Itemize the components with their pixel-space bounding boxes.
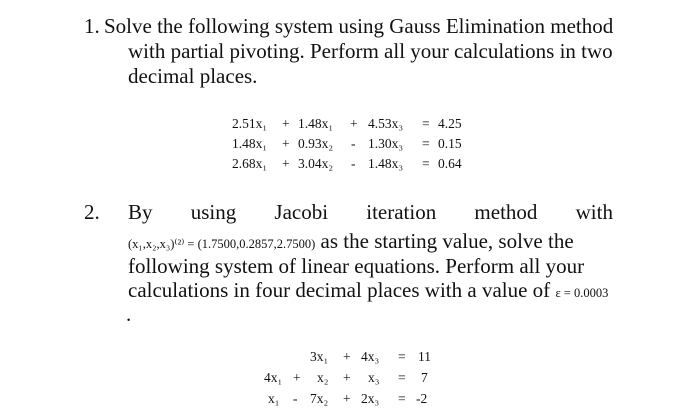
term: 1.48x₃: [368, 156, 404, 171]
operator: +: [282, 156, 290, 171]
term: 2.51x₁: [232, 116, 268, 131]
constant: 11: [418, 349, 431, 364]
operator: -: [351, 136, 356, 151]
operator: +: [282, 136, 290, 151]
operator: +: [282, 116, 290, 131]
operator: =: [398, 370, 406, 385]
word: with: [575, 200, 613, 224]
operator: =: [422, 156, 430, 171]
term: x₃: [368, 370, 380, 385]
word: Jacobi: [274, 200, 329, 224]
problem-2-line-2: [128, 229, 574, 256]
operator: =: [398, 349, 406, 364]
problem-2-number: 2.: [84, 200, 100, 224]
problem-2-line-1: [128, 200, 613, 224]
term: x₁: [268, 391, 280, 406]
word: By: [128, 200, 153, 224]
term: 1.48x₁: [232, 136, 268, 151]
operator: +: [343, 391, 351, 406]
problem-2-line-4: [128, 278, 608, 305]
problem-1-number: 1.: [84, 14, 100, 38]
term: 4.53x₃: [368, 116, 404, 131]
term: 2.68x₁: [232, 156, 268, 171]
word: iteration: [366, 200, 437, 224]
epsilon-value: ε = 0.0003: [555, 286, 609, 300]
term: 0.93x₂: [298, 136, 334, 151]
word: method: [474, 200, 538, 224]
problem-2-dot: .: [126, 302, 132, 326]
term: x₂: [317, 370, 329, 385]
term: 4x₁: [264, 370, 283, 385]
constant: 0.15: [438, 136, 462, 151]
constant: -2: [416, 391, 428, 406]
problem-2-line-3: following system of linear equations. Perform all your: [128, 254, 585, 278]
problem-1-line-2: with partial pivoting. Perform all your calculations in two: [128, 39, 613, 63]
constant: 4.25: [438, 116, 462, 131]
operator: =: [422, 136, 430, 151]
operator: +: [343, 370, 351, 385]
initial-vector: (x₁,x₂,x₃)⁽²⁾ = (1.7500,0.2857,2.7500): [128, 237, 316, 251]
problem-2-line-4-text: calculations in four decimal places with a value of: [128, 278, 551, 302]
word: using: [190, 200, 237, 224]
term: 3.04x₂: [298, 156, 334, 171]
problem-1-line-3: decimal places.: [128, 64, 258, 88]
operator: -: [351, 156, 356, 171]
operator: -: [293, 391, 298, 406]
problem-1-line-1: Solve the following system using Gauss Elimination method: [104, 14, 614, 38]
term: 1.48x₁: [298, 116, 334, 131]
operator: =: [422, 116, 430, 131]
operator: +: [350, 116, 358, 131]
term: 7x₂: [310, 391, 329, 406]
operator: =: [398, 391, 406, 406]
term: 1.30x₃: [368, 136, 404, 151]
operator: +: [293, 370, 301, 385]
constant: 7: [421, 370, 428, 385]
problem-2-line-2-text: as the starting value, solve the: [320, 229, 574, 253]
constant: 0.64: [438, 156, 462, 171]
term: 4x₃: [361, 349, 380, 364]
term: 2x₃: [361, 391, 380, 406]
term: 3x₁: [310, 349, 329, 364]
operator: +: [343, 349, 351, 364]
